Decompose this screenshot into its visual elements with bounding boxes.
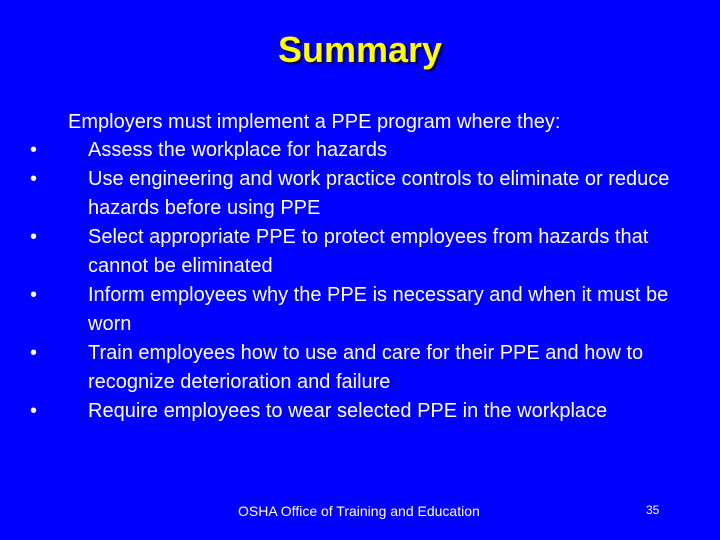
slide-title: Summary	[277, 29, 443, 70]
bullet-item-train	[30, 339, 690, 397]
bullet-item-inform	[30, 281, 690, 339]
bullet-text: Use engineering and work practice controls to eliminate or reduce hazards before using PPE	[88, 168, 670, 219]
bullet-icon: •	[30, 342, 38, 364]
footer-text: OSHA Office of Training and Education	[238, 503, 480, 519]
bullet-text: Train employees how to use and care for their PPE and how to recognize deterioration and failure	[88, 342, 644, 393]
bullet-item-select	[30, 223, 690, 281]
bullet-text: Assess the workplace for hazards	[88, 139, 388, 161]
bullet-text: Inform employees why the PPE is necessary and when it must be worn	[88, 284, 669, 335]
bullet-item-controls	[30, 165, 690, 223]
bullet-icon: •	[30, 139, 38, 161]
bullet-icon: •	[30, 284, 38, 306]
bullet-text: Select appropriate PPE to protect employees from hazards that cannot be eliminated	[88, 226, 649, 277]
bullet-text: Require employees to wear selected PPE in the workplace	[88, 400, 608, 422]
bullet-icon: •	[30, 168, 38, 190]
bullet-icon: •	[30, 226, 38, 248]
bullet-item-require	[30, 397, 690, 426]
bullet-item-assess	[30, 136, 690, 165]
bullet-list	[30, 136, 690, 426]
intro-text: Employers must implement a PPE program where they:	[68, 111, 561, 133]
page-number: 35	[646, 503, 660, 517]
bullet-icon: •	[30, 400, 38, 422]
